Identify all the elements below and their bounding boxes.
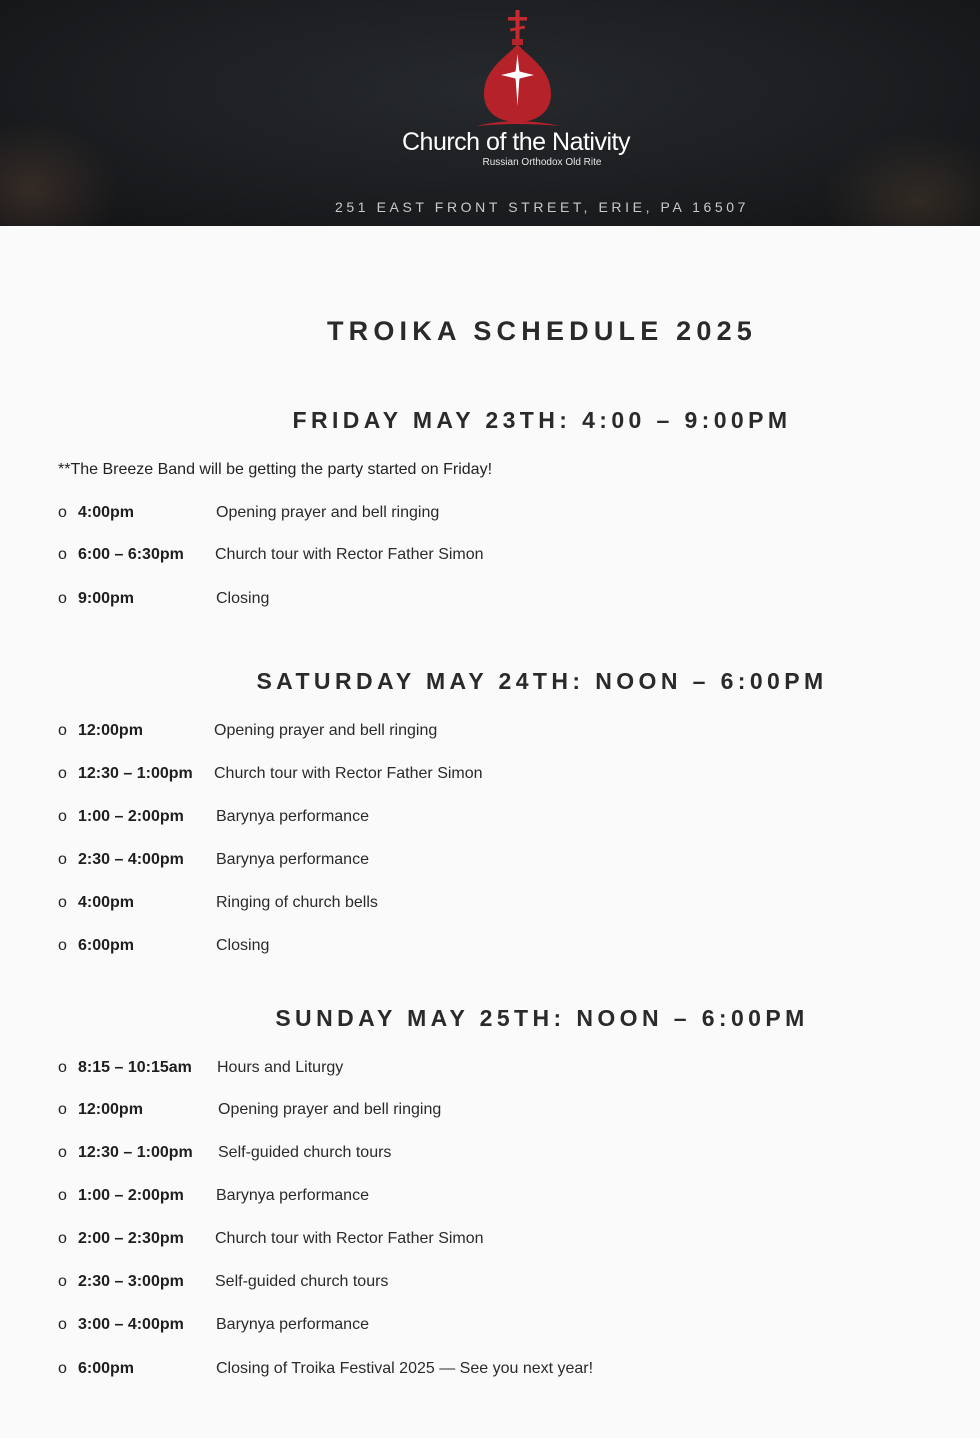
- event-description: Church tour with Rector Father Simon: [215, 1230, 484, 1247]
- event-description: Opening prayer and bell ringing: [216, 504, 440, 521]
- event-time: 6:00pm: [78, 937, 135, 954]
- event-time: 6:00 – 6:30pm: [78, 546, 184, 563]
- brand-subtitle: Russian Orthodox Old Rite: [482, 157, 602, 168]
- bullet-marker: o: [58, 808, 67, 825]
- bullet-marker: o: [58, 937, 67, 954]
- event-description: Opening prayer and bell ringing: [218, 1101, 442, 1118]
- bullet-marker: o: [58, 1101, 67, 1118]
- church-dome-cross-icon[interactable]: [468, 8, 568, 132]
- event-time: 8:15 – 10:15am: [78, 1059, 192, 1076]
- bullet-marker: o: [58, 1230, 67, 1247]
- event-time: 4:00pm: [78, 894, 135, 911]
- page-title: TROIKA SCHEDULE 2025: [326, 316, 758, 346]
- event-time: 4:00pm: [78, 504, 135, 521]
- bullet-marker: o: [58, 1316, 67, 1333]
- event-time: 12:00pm: [78, 1101, 143, 1118]
- event-description: Barynya performance: [216, 808, 369, 825]
- event-time: 12:30 – 1:00pm: [78, 765, 193, 782]
- event-description: Self-guided church tours: [215, 1273, 389, 1290]
- bullet-marker: o: [58, 1144, 67, 1161]
- bullet-marker: o: [58, 894, 67, 911]
- event-time: 9:00pm: [78, 590, 135, 607]
- bullet-marker: o: [58, 546, 67, 563]
- event-description: Closing: [216, 937, 270, 954]
- saturday-heading: SATURDAY MAY 24TH: NOON – 6:00PM: [256, 668, 828, 694]
- event-description: Opening prayer and bell ringing: [214, 722, 438, 739]
- site-header: [0, 0, 980, 226]
- event-time: 2:30 – 3:00pm: [78, 1273, 184, 1290]
- church-address: 251 EAST FRONT STREET, ERIE, PA 16507: [334, 199, 750, 215]
- bullet-marker: o: [58, 722, 67, 739]
- bullet-marker: o: [58, 590, 67, 607]
- event-time: 12:00pm: [78, 722, 143, 739]
- event-description: Closing of Troika Festival 2025 — See you next year!: [216, 1360, 594, 1377]
- bullet-marker: o: [58, 1273, 67, 1290]
- event-description: Self-guided church tours: [218, 1144, 392, 1161]
- friday-heading: FRIDAY MAY 23TH: 4:00 – 9:00PM: [292, 407, 792, 433]
- event-time: 6:00pm: [78, 1360, 135, 1377]
- event-description: Church tour with Rector Father Simon: [215, 546, 484, 563]
- event-description: Church tour with Rector Father Simon: [214, 765, 483, 782]
- bullet-marker: o: [58, 1059, 67, 1076]
- event-time: 1:00 – 2:00pm: [78, 1187, 184, 1204]
- event-time: 3:00 – 4:00pm: [78, 1316, 184, 1333]
- brand-name[interactable]: Church of the Nativity: [402, 128, 630, 156]
- event-description: Barynya performance: [216, 1187, 369, 1204]
- friday-note: **The Breeze Band will be getting the party started on Friday!: [58, 461, 493, 478]
- sunday-heading: SUNDAY MAY 25TH: NOON – 6:00PM: [275, 1005, 809, 1031]
- event-time: 2:30 – 4:00pm: [78, 851, 184, 868]
- event-description: Barynya performance: [216, 851, 369, 868]
- event-description: Ringing of church bells: [216, 894, 378, 911]
- event-description: Closing: [216, 590, 270, 607]
- event-description: Barynya performance: [216, 1316, 369, 1333]
- bullet-marker: o: [58, 851, 67, 868]
- event-time: 1:00 – 2:00pm: [78, 808, 184, 825]
- bullet-marker: o: [58, 765, 67, 782]
- bullet-marker: o: [58, 504, 67, 521]
- event-time: 2:00 – 2:30pm: [78, 1230, 184, 1247]
- bullet-marker: o: [58, 1187, 67, 1204]
- event-description: Hours and Liturgy: [217, 1059, 344, 1076]
- bullet-marker: o: [58, 1360, 67, 1377]
- event-time: 12:30 – 1:00pm: [78, 1144, 193, 1161]
